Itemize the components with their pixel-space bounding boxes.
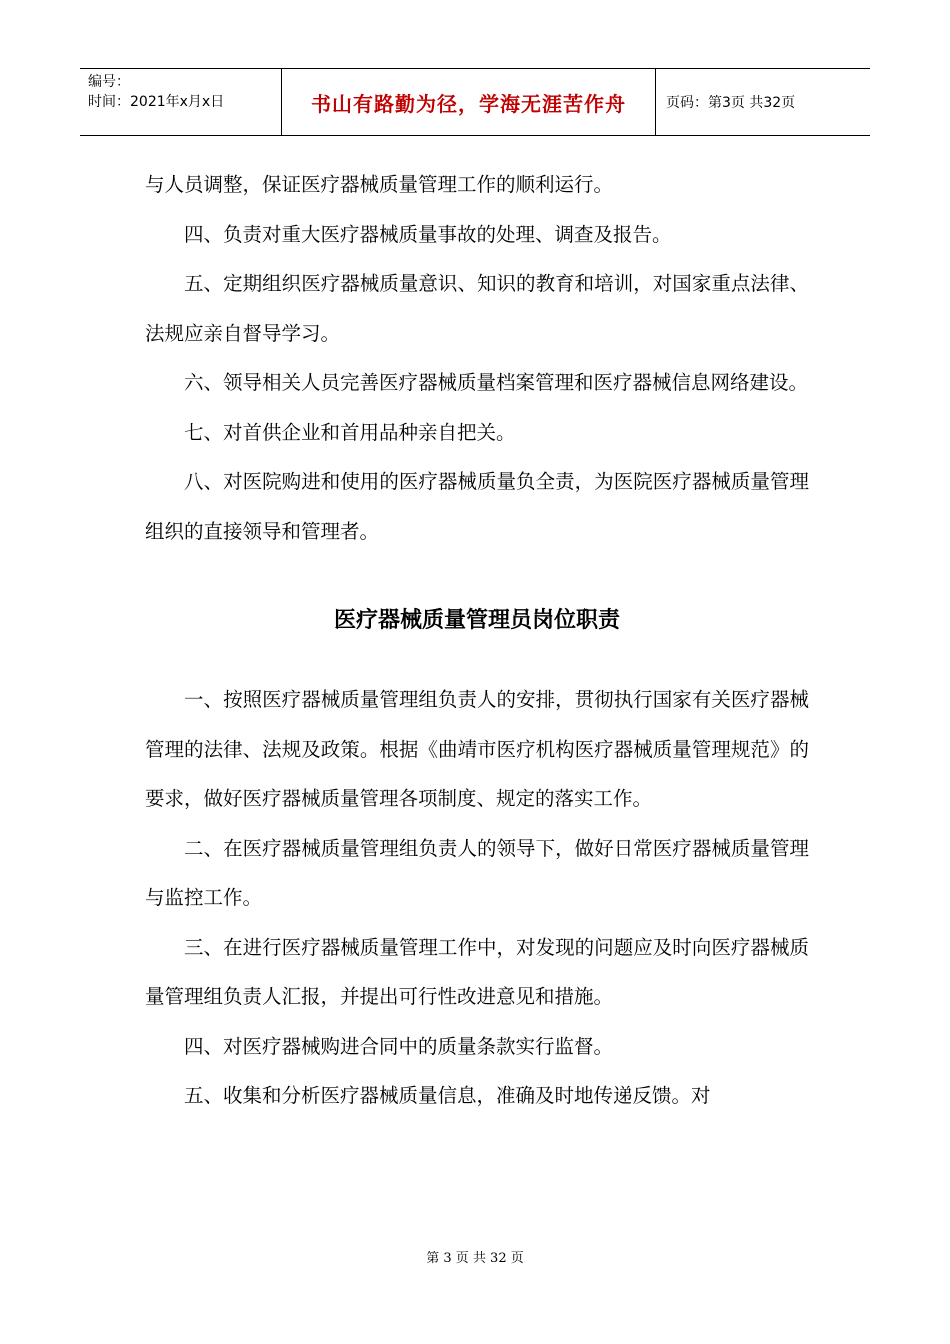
number-label: 编号： [88, 74, 130, 90]
date-label: 时间：2021年x月x日 [88, 94, 225, 110]
paragraph-continued: 与人员调整，保证医疗器械质量管理工作的顺利运行。 [145, 173, 614, 196]
paragraph: 四、负责对重大医疗器械质量事故的处理、调查及报告。 [184, 222, 672, 246]
paragraph: 二、在医疗器械质量管理组负责人的领导下，做好日常医疗器械质量管理与监控工作。 [145, 836, 809, 909]
paragraph: 四、对医疗器械购进合同中的质量条款实行监督。 [184, 1034, 614, 1058]
section-title: 医疗器械质量管理员岗位职责 [333, 608, 620, 633]
header-motto: 书山有路勤为径，学海无涯苦作舟 [281, 69, 656, 135]
paragraph: 七、对首供企业和首用品种亲自把关。 [184, 420, 516, 444]
paragraph: 三、在进行医疗器械质量管理工作中，对发现的问题应及时向医疗器械质量管理组负责人汇报，并提出可行性改进意见和措施。 [145, 935, 809, 1008]
paragraph: 五、定期组织医疗器械质量意识、知识的教育和培训，对国家重点法律、法规应亲自督导学习。 [145, 272, 809, 345]
document-body [145, 160, 809, 1121]
paragraph: 一、按照医疗器械质量管理组负责人的安排，贯彻执行国家有关医疗器械管理的法律、法规及政策。根据《曲靖市医疗机构医疗器械质量管理规范》的要求，做好医疗器械质量管理各项制度、规定的落实工作。 [145, 688, 809, 810]
header-page-info: 页码：第3页 共32页 [666, 95, 796, 111]
paragraph: 五、收集和分析医疗器械质量信息，准确及时地传递反馈。对 [184, 1084, 711, 1107]
paragraph: 六、领导相关人员完善医疗器械质量档案管理和医疗器械信息网络建设。 [184, 371, 809, 394]
page-header [80, 68, 870, 136]
paragraph: 八、对医院购进和使用的医疗器械质量负全责，为医院医疗器械质量管理组织的直接领导和管理者。 [145, 470, 809, 543]
header-meta [80, 69, 281, 135]
page-footer: 第 3 页 共 32 页 [426, 1251, 524, 1266]
